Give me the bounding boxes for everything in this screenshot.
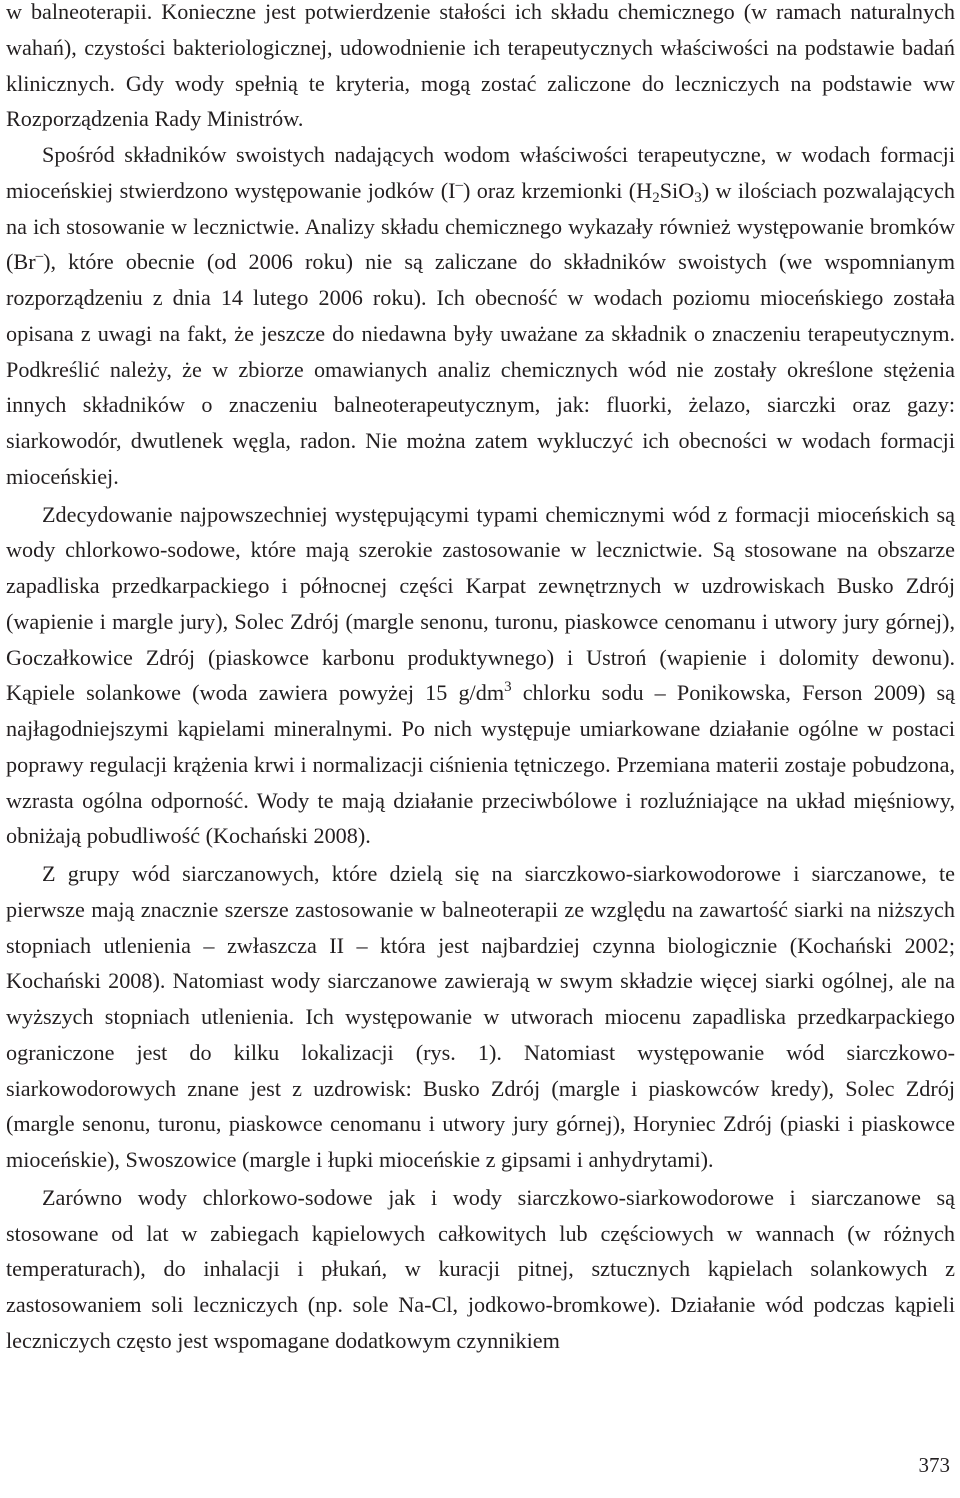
formula-subscript: 2	[652, 189, 660, 206]
paragraph-wody-chlorkowo-sodowe	[6, 497, 955, 855]
unit-exponent-superscript: 3	[504, 679, 512, 696]
ion-charge-superscript: –	[35, 248, 44, 265]
paragraph-text: ) w ilościach pozwalających na ich stosowanie w lecznictwie. Analizy składu chemicznego wykazały również występowanie bromków (Br	[6, 177, 955, 275]
paragraph-text: Spośród składników swoistych nadających wodom właściwości terapeutyczne, w wodach formacji mioceńskiej stwierdzono występowanie jodków (I	[6, 142, 955, 203]
page-body	[6, 0, 955, 1359]
paragraph-continued	[6, 0, 955, 137]
paragraph-text: ) oraz krzemionki (H	[463, 177, 653, 203]
paragraph-text: Z grupy wód siarczanowych, które dzielą się na siarczkowo-siarkowodorowe i siarczanowe, te pierwsze mają znacznie szersze zastosowanie w balneoterapii ze względu na zawartość siarki na niższych stopniach utlenienia – zwłaszcza II – która jest najbardziej czynna biologicznie (Kochański 2002; Kochański 2008). Natomiast wody siarczanowe zawierają w swym składzie więcej siarki ogólnej, ale na wyższych stopniach utlenienia. Ich występowanie w utworach miocenu zapadliska przedkarpackiego ograniczone jest do kilku lokalizacji (rys. 1). Natomiast występowanie wód siarczkowo-siarkowodorowych znane jest z uzdrowisk: Busko Zdrój (margle i piaskowców kredy), Solec Zdrój (margle senonu, turonu, piaskowce cenomanu i utwory jury górnej), Horyniec Zdrój (piaski i piaskowce mioceńskie), Swoszowice (margle i łupki mioceńskie z gipsami i anhydrytami).	[6, 861, 955, 1172]
ion-charge-superscript: –	[455, 176, 463, 193]
paragraph-text: chlorku sodu – Ponikowska, Ferson 2009) są najłagodniejszymi kąpielami mineralnymi. Po nich występuje umiarkowane działanie ogólne w postaci poprawy regulacji krążenia krwi i normalizacji ciśnienia tętniczego. Przemiana materii zostaje pobudzona, wzrasta ogólna odporność. Wody te mają działanie przeciwbólowe i rozluźniające na układ mięśniowy, obniżają pobudliwość (Kochański 2008).	[6, 680, 955, 849]
paragraph-text: Zdecydowanie najpowszechniej występującymi typami chemicznymi wód z formacji mioceńskich są wody chlorkowo-sodowe, które mają szerokie zastosowanie w lecznictwie. Są stosowane na obszarze zapadliska przedkarpackiego i północnej części Karpat zewnętrznych w uzdrowiskach Busko Zdrój (wapienie i margle jury), Solec Zdrój (margle senonu, turonu, piaskowce cenomanu i utwory jury górnej), Goczałkowice Zdrój (piaskowce karbonu produktywnego) i Ustroń (wapienie i dolomity dewonu). Kąpiele solankowe (woda zawiera powyżej 15 g/dm	[6, 501, 955, 706]
page-number: 373	[918, 1453, 950, 1477]
paragraph-text: ), które obecnie (od 2006 roku) nie są zaliczane do składników swoistych (we wspomnianym rozporządzeniu z dnia 14 lutego 2006 roku). Ich obecność w wodach poziomu mioceńskiego została opisana z uwagi na fakt, że jeszcze do niedawna były uważane za składnik o znaczeniu terapeutycznym. Podkreślić należy, że w zbiorze omawianych analiz chemicznych wód nie zostały określone stężenia innych składników o znaczeniu balneoterapeutycznym, jak: fluorki, żelazo, siarczki oraz gazy: siarkowodór, dwutlenek węgla, radon. Nie można zatem wykluczyć ich obecności w wodach formacji mioceńskiej.	[6, 249, 955, 489]
paragraph-swoiste-skladniki	[6, 137, 955, 495]
paragraph-text: Zarówno wody chlorkowo-sodowe jak i wody siarczkowo-siarkowodorowe i siarczanowe są stosowane od lat w zabiegach kąpielowych całkowitych lub częściowych w wannach (w różnych temperaturach), do inhalacji i płukań, w kuracji pitnej, sztucznych kąpielach solankowych z zastosowaniem soli leczniczych (np. sole Na-Cl, jodkowo-bromkowe). Działanie wód podczas kąpieli leczniczych często jest wspomagane dodatkowym czynnikiem	[6, 1184, 955, 1353]
formula-subscript: 3	[694, 189, 702, 206]
paragraph-text: w balneoterapii. Konieczne jest potwierdzenie stałości ich składu chemicznego (w ramach naturalnych wahań), czystości bakteriologicznej, udowodnienie ich terapeutycznych właściwości na podstawie badań klinicznych. Gdy wody spełnią te kryteria, mogą zostać zaliczone do leczniczych na podstawie ww Rozporządzenia Rady Ministrów.	[6, 0, 955, 132]
paragraph-zastosowanie-wod	[6, 1180, 955, 1359]
paragraph-wody-siarczanowe	[6, 856, 955, 1178]
paragraph-text: SiO	[659, 177, 695, 203]
